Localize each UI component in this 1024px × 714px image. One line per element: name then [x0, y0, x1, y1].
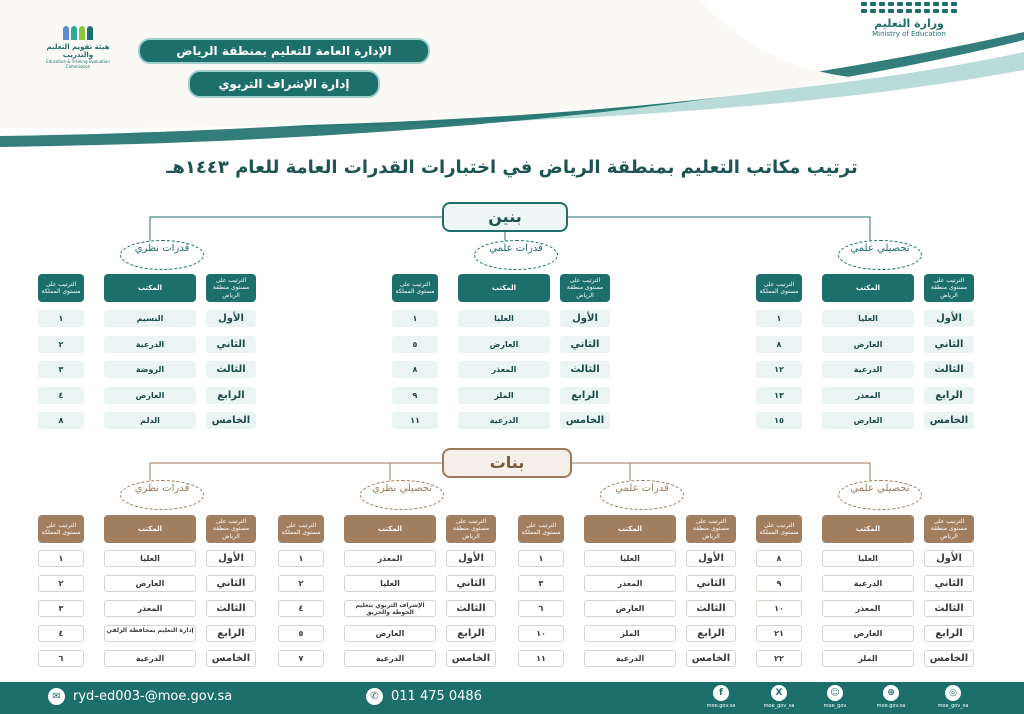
etec-name-ar: هيئة تقويم التعليم والتدريب: [46, 43, 110, 59]
boys-1-office-cell: العارض: [822, 412, 914, 429]
girls-1-rank-cell: الرابع: [924, 625, 974, 642]
social-handle: moe_gov: [823, 703, 847, 709]
social-link[interactable]: [812, 685, 858, 709]
girls-2-header-rank-kingdom: الترتيب على مستوى المملكة: [518, 515, 564, 543]
boys-2-office-cell: الدرعية: [458, 412, 550, 429]
moe-name-ar: وزارة التعليم: [874, 17, 944, 30]
social-link[interactable]: [756, 685, 802, 709]
boys-3-rank-cell: الثاني: [206, 336, 256, 353]
boys-2-rank-cell: الثاني: [560, 336, 610, 353]
boys-2-kingdom-rank-cell: ٩: [392, 387, 438, 404]
org-title-pill: الإدارة العامة للتعليم بمنطقة الرياض: [138, 38, 430, 64]
moe-logo-mark: [854, 2, 964, 13]
boys-2-office-cell: الملز: [458, 387, 550, 404]
boys-2-office-cell: العليا: [458, 310, 550, 327]
instagram-icon: ◎: [945, 685, 961, 701]
girls-3-rank-cell: الرابع: [446, 625, 496, 642]
girls-2-header-office: المكتب: [584, 515, 676, 543]
boys-2-rank-cell: الرابع: [560, 387, 610, 404]
social-handle: moe.gov.sa: [876, 703, 906, 709]
moe-name-en: Ministry of Education: [872, 30, 946, 38]
girls-2-office-cell: العارض: [584, 600, 676, 617]
social-handle: moe_gov_sa: [937, 703, 969, 709]
girls-1-office-cell: الملز: [822, 650, 914, 667]
girls-2-kingdom-rank-cell: ٣: [518, 575, 564, 592]
page-title: ترتيب مكاتب التعليم بمنطقة الرياض في اختبارات القدرات العامة للعام ١٤٤٣هـ: [166, 157, 858, 178]
boys-1-header-office: المكتب: [822, 274, 914, 302]
boys-3-kingdom-rank-cell: ٢: [38, 336, 84, 353]
boys-1-office-cell: العارض: [822, 336, 914, 353]
girls-2-rank-cell: الثالث: [686, 600, 736, 617]
x-icon: X: [771, 685, 787, 701]
girls-4-header-office: المكتب: [104, 515, 196, 543]
boys-2-kingdom-rank-cell: ٨: [392, 361, 438, 378]
footer-phone: [366, 688, 482, 705]
girls-2-kingdom-rank-cell: ١: [518, 550, 564, 567]
girls-1-category-label: تحصيلي علمي: [838, 480, 922, 510]
girls-2-office-cell: الدرعية: [584, 650, 676, 667]
boys-1-rank-cell: الأول: [924, 310, 974, 327]
girls-1-kingdom-rank-cell: ٢١: [756, 625, 802, 642]
boys-3-kingdom-rank-cell: ٨: [38, 412, 84, 429]
boys-1-rank-cell: الرابع: [924, 387, 974, 404]
girls-section-title: بنات: [442, 448, 572, 478]
boys-2-header-office: المكتب: [458, 274, 550, 302]
footer-bar: [0, 682, 1024, 714]
girls-2-rank-cell: الثاني: [686, 575, 736, 592]
girls-4-kingdom-rank-cell: ٢: [38, 575, 84, 592]
boys-3-office-cell: العارض: [104, 387, 196, 404]
girls-4-office-cell: العليا: [104, 550, 196, 567]
boys-1-kingdom-rank-cell: ١: [756, 310, 802, 327]
boys-3-office-cell: الدلم: [104, 412, 196, 429]
boys-1-rank-cell: الخامس: [924, 412, 974, 429]
boys-2-rank-cell: الخامس: [560, 412, 610, 429]
girls-3-kingdom-rank-cell: ٤: [278, 600, 324, 617]
girls-2-kingdom-rank-cell: ١٠: [518, 625, 564, 642]
social-link[interactable]: [868, 685, 914, 709]
girls-3-rank-cell: الأول: [446, 550, 496, 567]
girls-3-office-cell: العارض: [344, 625, 436, 642]
girls-2-header-rank-riyadh: الترتيب على مستوى منطقة الرياض: [686, 515, 736, 543]
boys-1-rank-cell: الثالث: [924, 361, 974, 378]
girls-1-kingdom-rank-cell: ١٠: [756, 600, 802, 617]
girls-1-kingdom-rank-cell: ٨: [756, 550, 802, 567]
girls-4-kingdom-rank-cell: ٤: [38, 625, 84, 642]
snapchat-icon: ☺: [827, 685, 843, 701]
moe-logo: [854, 2, 964, 38]
girls-1-header-rank-riyadh: الترتيب على مستوى منطقة الرياض: [924, 515, 974, 543]
girls-1-office-cell: المعذر: [822, 600, 914, 617]
boys-2-header-rank-riyadh: الترتيب على مستوى منطقة الرياض: [560, 274, 610, 302]
etec-name-en: Education & Training Evaluation Commission: [46, 59, 110, 69]
girls-1-header-office: المكتب: [822, 515, 914, 543]
girls-3-office-cell: العليا: [344, 575, 436, 592]
girls-3-kingdom-rank-cell: ٥: [278, 625, 324, 642]
boys-2-kingdom-rank-cell: ٥: [392, 336, 438, 353]
girls-1-rank-cell: الخامس: [924, 650, 974, 667]
social-link[interactable]: [698, 685, 744, 709]
boys-3-office-cell: النسيم: [104, 310, 196, 327]
etec-logo: [36, 26, 120, 69]
boys-3-rank-cell: الثالث: [206, 361, 256, 378]
boys-3-office-cell: الدرعية: [104, 336, 196, 353]
girls-2-kingdom-rank-cell: ١١: [518, 650, 564, 667]
girls-4-office-cell: الدرعية: [104, 650, 196, 667]
girls-4-kingdom-rank-cell: ٦: [38, 650, 84, 667]
boys-3-rank-cell: الرابع: [206, 387, 256, 404]
girls-4-rank-cell: الأول: [206, 550, 256, 567]
boys-3-kingdom-rank-cell: ٣: [38, 361, 84, 378]
globe-icon: ⊕: [883, 685, 899, 701]
girls-4-rank-cell: الثاني: [206, 575, 256, 592]
girls-1-header-rank-kingdom: الترتيب على مستوى المملكة: [756, 515, 802, 543]
footer-email: [48, 688, 232, 705]
girls-3-header-rank-kingdom: الترتيب على مستوى المملكة: [278, 515, 324, 543]
boys-1-header-rank-kingdom: الترتيب على مستوى المملكة: [756, 274, 802, 302]
girls-3-header-rank-riyadh: الترتيب على مستوى منطقة الرياض: [446, 515, 496, 543]
boys-3-rank-cell: الخامس: [206, 412, 256, 429]
girls-3-rank-cell: الثالث: [446, 600, 496, 617]
boys-2-rank-cell: الأول: [560, 310, 610, 327]
boys-2-category-label: قدرات علمي: [474, 240, 558, 270]
girls-1-office-cell: العارض: [822, 625, 914, 642]
girls-3-header-office: المكتب: [344, 515, 436, 543]
girls-3-rank-cell: الثاني: [446, 575, 496, 592]
social-handle: moe_gov_sa: [763, 703, 795, 709]
boys-1-category-label: تحصيلي علمي: [838, 240, 922, 270]
social-link[interactable]: [930, 685, 976, 709]
girls-3-category-label: تحصيلي نظري: [360, 480, 444, 510]
girls-2-rank-cell: الرابع: [686, 625, 736, 642]
boys-2-kingdom-rank-cell: ١: [392, 310, 438, 327]
girls-4-rank-cell: الخامس: [206, 650, 256, 667]
girls-4-rank-cell: الثالث: [206, 600, 256, 617]
boys-2-kingdom-rank-cell: ١١: [392, 412, 438, 429]
boys-3-category-label: قدرات نظري: [120, 240, 204, 270]
email-icon: ✉: [48, 688, 65, 705]
boys-1-office-cell: الدرعية: [822, 361, 914, 378]
phone-text[interactable]: 011 475 0486: [391, 689, 482, 704]
girls-2-office-cell: الملز: [584, 625, 676, 642]
girls-4-kingdom-rank-cell: ٣: [38, 600, 84, 617]
boys-3-kingdom-rank-cell: ٤: [38, 387, 84, 404]
girls-2-office-cell: العليا: [584, 550, 676, 567]
girls-4-kingdom-rank-cell: ١: [38, 550, 84, 567]
boys-1-kingdom-rank-cell: ١٥: [756, 412, 802, 429]
boys-1-rank-cell: الثاني: [924, 336, 974, 353]
girls-2-category-label: قدرات علمي: [600, 480, 684, 510]
girls-1-rank-cell: الثاني: [924, 575, 974, 592]
email-text[interactable]: ryd-ed003-@moe.gov.sa: [73, 689, 233, 704]
girls-3-office-cell: المعذر: [344, 550, 436, 567]
girls-4-office-cell: إدارة التعليم بمحافظة الزلفي: [104, 625, 196, 642]
girls-4-office-cell: المعذر: [104, 600, 196, 617]
girls-1-kingdom-rank-cell: ٩: [756, 575, 802, 592]
etec-logo-mark: [36, 26, 120, 40]
boys-2-office-cell: المعذر: [458, 361, 550, 378]
boys-1-office-cell: المعذر: [822, 387, 914, 404]
boys-1-header-rank-riyadh: الترتيب على مستوى منطقة الرياض: [924, 274, 974, 302]
girls-1-office-cell: العليا: [822, 550, 914, 567]
boys-2-rank-cell: الثالث: [560, 361, 610, 378]
girls-4-header-rank-kingdom: الترتيب على مستوى المملكة: [38, 515, 84, 543]
boys-3-office-cell: الروضة: [104, 361, 196, 378]
boys-1-kingdom-rank-cell: ٨: [756, 336, 802, 353]
boys-section-title: بنين: [442, 202, 568, 232]
social-handle: moe.gov.sa: [706, 703, 736, 709]
girls-1-office-cell: الدرعية: [822, 575, 914, 592]
girls-2-rank-cell: الخامس: [686, 650, 736, 667]
girls-3-kingdom-rank-cell: ١: [278, 550, 324, 567]
girls-2-kingdom-rank-cell: ٦: [518, 600, 564, 617]
boys-1-office-cell: العليا: [822, 310, 914, 327]
girls-2-office-cell: المعذر: [584, 575, 676, 592]
boys-1-kingdom-rank-cell: ١٢: [756, 361, 802, 378]
boys-3-kingdom-rank-cell: ١: [38, 310, 84, 327]
boys-3-rank-cell: الأول: [206, 310, 256, 327]
boys-3-header-rank-kingdom: الترتيب على مستوى المملكة: [38, 274, 84, 302]
girls-1-rank-cell: الثالث: [924, 600, 974, 617]
girls-3-office-cell: الدرعية: [344, 650, 436, 667]
girls-3-office-cell: الإشراف التربوي بتعليم الحوطة والحريق: [344, 600, 436, 617]
girls-4-rank-cell: الرابع: [206, 625, 256, 642]
phone-icon: ✆: [366, 688, 383, 705]
boys-3-header-rank-riyadh: الترتيب على مستوى منطقة الرياض: [206, 274, 256, 302]
girls-1-rank-cell: الأول: [924, 550, 974, 567]
girls-4-header-rank-riyadh: الترتيب على مستوى منطقة الرياض: [206, 515, 256, 543]
girls-3-rank-cell: الخامس: [446, 650, 496, 667]
facebook-icon: f: [713, 685, 729, 701]
girls-2-rank-cell: الأول: [686, 550, 736, 567]
girls-3-kingdom-rank-cell: ٢: [278, 575, 324, 592]
boys-2-office-cell: العارض: [458, 336, 550, 353]
boys-2-header-rank-kingdom: الترتيب على مستوى المملكة: [392, 274, 438, 302]
girls-4-category-label: قدرات نظري: [120, 480, 204, 510]
girls-3-kingdom-rank-cell: ٧: [278, 650, 324, 667]
girls-1-kingdom-rank-cell: ٢٢: [756, 650, 802, 667]
boys-1-kingdom-rank-cell: ١٣: [756, 387, 802, 404]
girls-4-office-cell: العارض: [104, 575, 196, 592]
dept-title-pill: إدارة الإشراف التربوي: [188, 70, 380, 98]
boys-3-header-office: المكتب: [104, 274, 196, 302]
